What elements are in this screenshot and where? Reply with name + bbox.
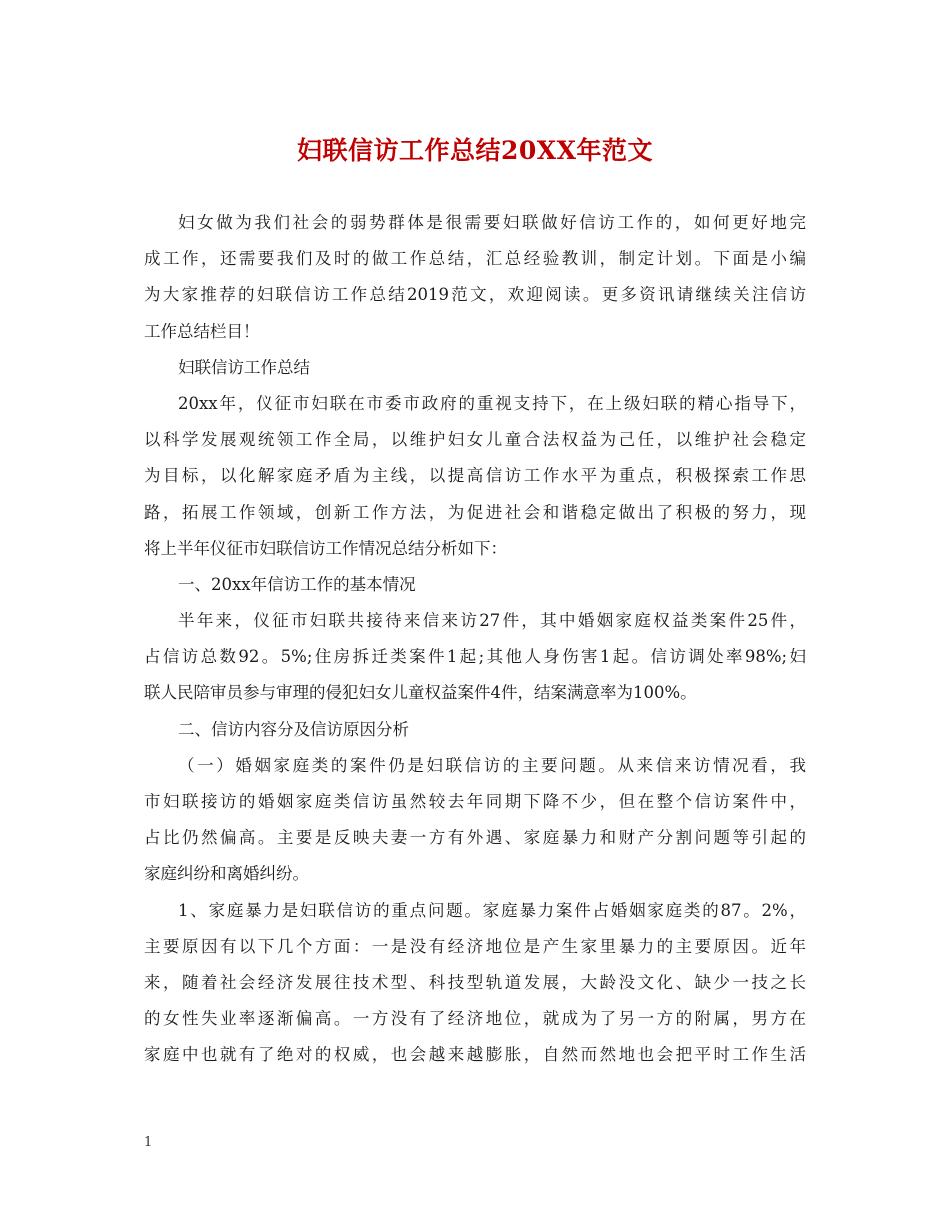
text-line: 市妇联接访的婚姻家庭类信访虽然较去年同期下降不少，但在整个信访案件中， — [144, 792, 806, 811]
text-line: 为目标，以化解家庭矛盾为主线，以提高信访工作水平为重点，积极探索工作思 — [144, 466, 806, 486]
text-line: 主要原因有以下几个方面：一是没有经济地位是产生家里暴力的主要原因。近年 — [144, 936, 806, 956]
page-number: 1 — [144, 1135, 153, 1150]
text-line: 一、20xx年信访工作的基本情况 — [178, 574, 416, 594]
text-line: 家庭中也就有了绝对的权威，也会越来越膨胀，自然而然地也会把平时工作生活 — [144, 1045, 806, 1065]
text-line: 20xx年，仪征市妇联在市委市政府的重视支持下，在上级妇联的精心指导下， — [178, 393, 806, 413]
text-line: 为大家推荐的妇联信访工作总结2019范文，欢迎阅读。更多资讯请继续关注信访 — [144, 285, 806, 305]
text-line: 成工作，还需要我们及时的做工作总结，汇总经验教训，制定计划。下面是小编 — [144, 249, 806, 269]
text-line: （一）婚姻家庭类的案件仍是妇联信访的主要问题。从来信来访情况看，我 — [178, 755, 806, 775]
text-line: 占信访总数92。5%;住房拆迁类案件1起;其他人身伤害1起。信访调处率98%;妇 — [144, 647, 806, 667]
text-line: 工作总结栏目！ — [144, 321, 260, 341]
text-line: 以科学发展观统领工作全局，以维护妇女儿童合法权益为己任，以维护社会稳定 — [144, 430, 806, 450]
text-line: 家庭纠纷和离婚纠纷。 — [144, 864, 309, 884]
text-line: 半年来，仪征市妇联共接待来信来访27件，其中婚姻家庭权益类案件25件， — [178, 611, 806, 631]
text-line: 二、信访内容分及信访原因分析 — [178, 719, 409, 739]
text-line: 路，拓展工作领域，创新工作方法，为促进社会和谐稳定做出了积极的努力，现 — [144, 502, 806, 522]
text-line: 妇女做为我们社会的弱势群体是很需要妇联做好信访工作的，如何更好地完 — [178, 213, 806, 232]
text-line: 将上半年仪征市妇联信访工作情况总结分析如下： — [144, 538, 507, 558]
text-line: 联人民陪审员参与审理的侵犯妇女儿童权益案件4件，结案满意率为100%。 — [144, 683, 697, 703]
text-line: 的女性失业率逐渐偏高。一方没有了经济地位，就成为了另一方的附属，男方在 — [144, 1009, 806, 1029]
text-line: 占比仍然偏高。主要是反映夫妻一方有外遇、家庭暴力和财产分割问题等引起的 — [144, 828, 806, 848]
document-body — [144, 205, 806, 1074]
text-line: 1、家庭暴力是妇联信访的重点问题。家庭暴力案件占婚姻家庭类的87。2%， — [178, 900, 806, 920]
text-line: 妇联信访工作总结 — [178, 357, 310, 377]
text-line: 来，随着社会经济发展往技术型、科技型轨道发展，大龄没文化、缺少一技之长 — [144, 972, 806, 992]
document-title: 妇联信访工作总结20XX年范文 — [296, 136, 654, 165]
